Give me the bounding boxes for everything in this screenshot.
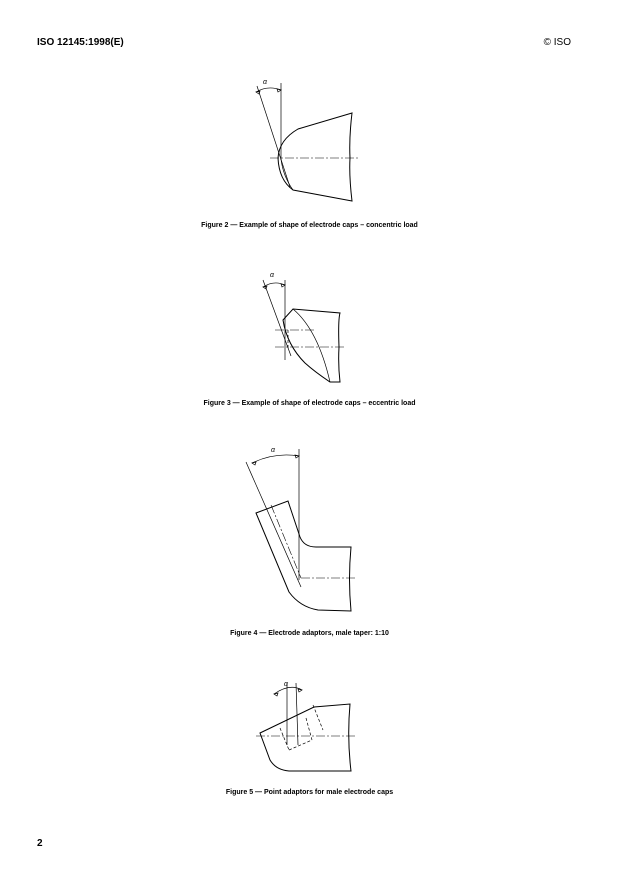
figure-4-angle-label: α [271, 447, 275, 454]
figure-5-drawing [256, 681, 355, 771]
copyright-notice: © ISO [543, 37, 571, 48]
figure-4-caption: Figure 4 — Electrode adaptors, male taper: 1:10 [230, 630, 389, 637]
document-standard-id: ISO 12145:1998(E) [37, 37, 124, 48]
figure-2-drawing [256, 79, 360, 201]
figure-3-drawing [263, 272, 346, 382]
figure-3-angle-label: α [270, 272, 274, 279]
figure-5-caption: Figure 5 — Point adaptors for male electrode caps [225, 789, 394, 796]
figure-3-caption: Figure 3 — Example of shape of electrode caps – eccentric load [203, 400, 416, 407]
figure-4-drawing [246, 447, 357, 611]
figure-2-caption: Figure 2 — Example of shape of electrode caps – concentric load [201, 222, 418, 229]
figure-2-angle-label: α [263, 79, 267, 86]
page-number: 2 [37, 838, 43, 849]
figure-5-angle-label: α [284, 681, 288, 688]
